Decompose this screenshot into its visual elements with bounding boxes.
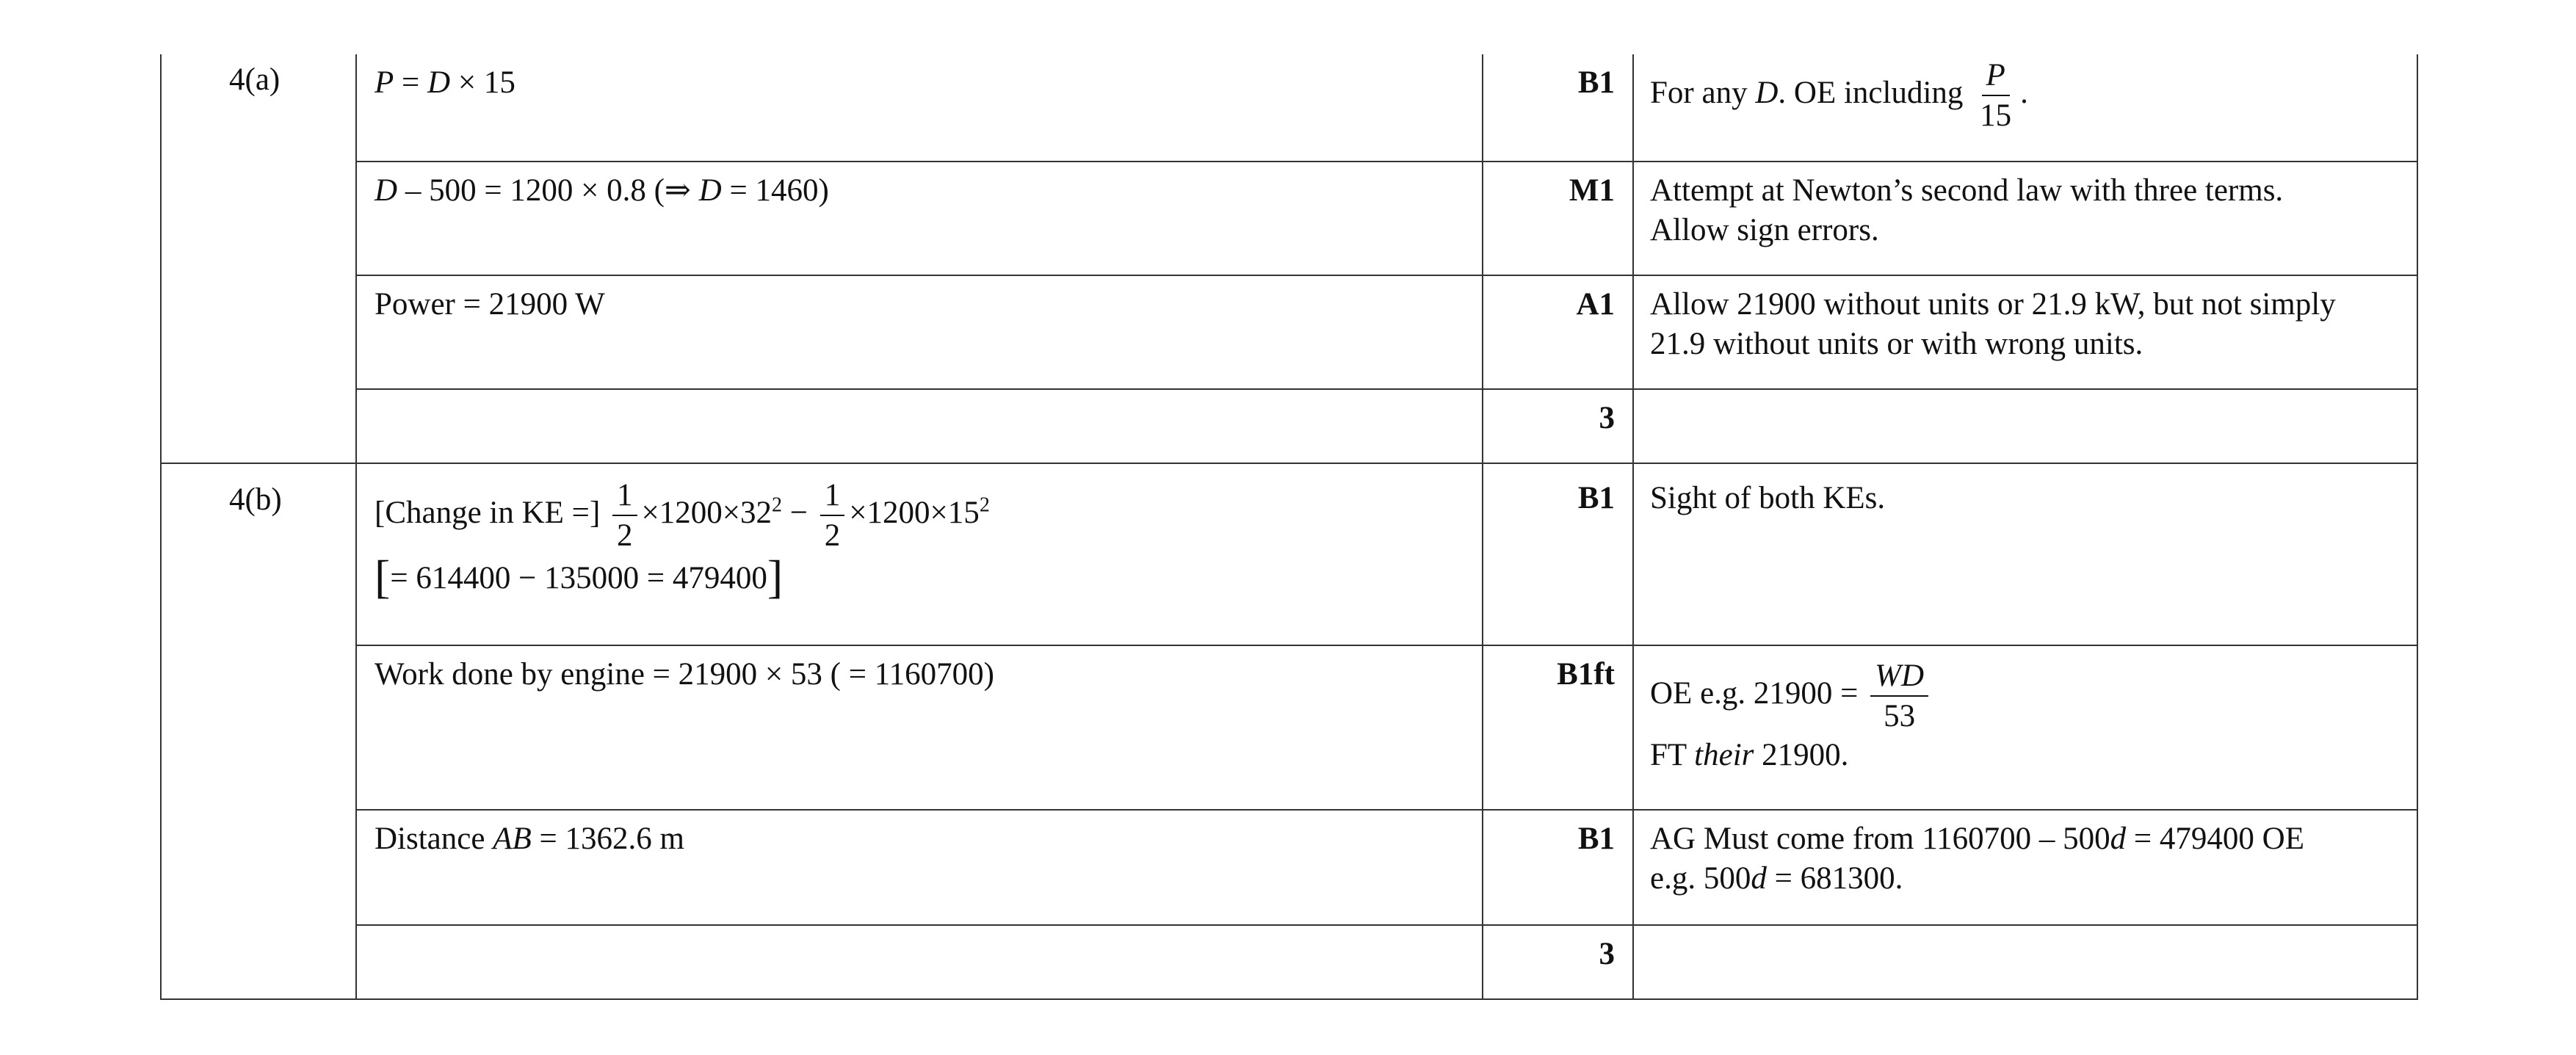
mark-cell: B1 [1483, 463, 1633, 645]
answer-var: D [375, 173, 398, 208]
guidance-emphasis: their [1694, 738, 1754, 773]
guidance-text: e.g. 500 [1650, 860, 1751, 896]
guidance-line [1650, 736, 2399, 775]
answer-text: = 614400 − 135000 = 479400 [390, 561, 767, 596]
guidance-var: D [1755, 76, 1779, 111]
mark-cell: M1 [1483, 162, 1633, 275]
guidance-line: Allow 21900 without units or 21.9 kW, but not simply [1650, 287, 2336, 322]
mark-cell: B1ft [1483, 645, 1633, 810]
table-row [161, 54, 2417, 162]
guidance-text: For any [1650, 76, 1756, 111]
answer-text: – 500 = 1200 × 0.8 (⇒ [397, 173, 699, 208]
guidance-cell [1633, 810, 2417, 925]
mark-cell: B1 [1483, 54, 1633, 162]
fraction-numerator: P [1982, 59, 2010, 96]
total-marks: 3 [1483, 925, 1633, 999]
exponent: 2 [979, 493, 990, 517]
guidance-cell [1633, 162, 2417, 275]
question-cell [161, 463, 356, 999]
guidance-fraction [1975, 59, 2016, 132]
answer-text: [Change in KE =] [375, 496, 609, 531]
half-fraction [820, 479, 845, 552]
exponent: 2 [772, 493, 783, 517]
answer-cell [356, 389, 1483, 463]
answer-text: × 15 [450, 65, 515, 100]
fraction-denominator: 2 [617, 518, 633, 554]
fraction-numerator: 1 [820, 479, 845, 516]
guidance-cell [1633, 389, 2417, 463]
bracket-close: ] [767, 551, 784, 603]
answer-cell: Work done by engine = 21900 × 53 ( = 1160700) [356, 645, 1483, 810]
fraction-denominator: 15 [1980, 98, 2012, 134]
guidance-text: FT [1650, 738, 1695, 773]
guidance-cell [1633, 925, 2417, 999]
question-number: 4(b) [229, 482, 282, 517]
fraction-numerator: WD [1870, 659, 1928, 697]
table-row [161, 162, 2417, 275]
guidance-text: = 681300. [1766, 860, 1903, 896]
table-row [161, 645, 2417, 810]
guidance-text: = 479400 OE [2126, 822, 2304, 856]
guidance-cell [1633, 645, 2417, 810]
table-row [161, 275, 2417, 389]
guidance-var: d [2110, 822, 2127, 856]
question-cell [161, 54, 356, 463]
fraction-numerator: 1 [612, 479, 637, 516]
answer-cell [356, 463, 1483, 645]
guidance-cell [1633, 275, 2417, 389]
guidance-text: 21900. [1754, 738, 1849, 773]
guidance-fraction [1870, 659, 1928, 733]
bracket-open: [ [375, 551, 391, 603]
answer-text: Distance [375, 822, 493, 856]
guidance-line [1650, 819, 2399, 859]
ke-line-1 [375, 479, 1464, 552]
answer-text: = [394, 65, 428, 100]
answer-cell [356, 925, 1483, 999]
guidance-text: . OE including [1778, 76, 1972, 111]
total-marks: 3 [1483, 389, 1633, 463]
guidance-line: 21.9 without units or with wrong units. [1650, 326, 2143, 361]
answer-text: ×1200×15 [849, 496, 980, 531]
mark-cell: B1 [1483, 810, 1633, 925]
answer-var: AB [493, 822, 532, 856]
answer-var: D [427, 65, 451, 100]
table-row [161, 463, 2417, 645]
mark-cell: A1 [1483, 275, 1633, 389]
table-row [161, 810, 2417, 925]
fraction-denominator: 2 [824, 518, 841, 554]
answer-var: D [698, 173, 722, 208]
guidance-var: d [1751, 860, 1767, 896]
table-row [161, 925, 2417, 999]
answer-cell [356, 162, 1483, 275]
guidance-line: Attempt at Newton’s second law with three terms. [1650, 173, 2284, 208]
guidance-line: Allow sign errors. [1650, 212, 1879, 247]
guidance-cell: Sight of both KEs. [1633, 463, 2417, 645]
guidance-line [1650, 659, 2399, 733]
question-number: 4(a) [229, 62, 281, 97]
answer-cell [356, 54, 1483, 162]
guidance-text: OE e.g. 21900 = [1650, 676, 1867, 711]
answer-var: P [375, 65, 394, 100]
answer-text: = 1362.6 m [531, 822, 684, 856]
half-fraction [612, 479, 637, 552]
answer-text: − [782, 496, 816, 531]
answer-text: = 1460) [721, 173, 829, 208]
answer-cell: Power = 21900 W [356, 275, 1483, 389]
fraction-denominator: 53 [1884, 699, 1916, 734]
guidance-text: AG Must come from 1160700 – 500 [1650, 822, 2110, 856]
guidance-text: . [2020, 76, 2028, 111]
mark-scheme-table [160, 54, 2418, 1000]
guidance-cell [1633, 54, 2417, 162]
table-row [161, 389, 2417, 463]
guidance-line [1650, 859, 2399, 899]
answer-cell [356, 810, 1483, 925]
answer-text: ×1200×32 [641, 496, 773, 531]
ke-line-2 [375, 551, 1464, 603]
